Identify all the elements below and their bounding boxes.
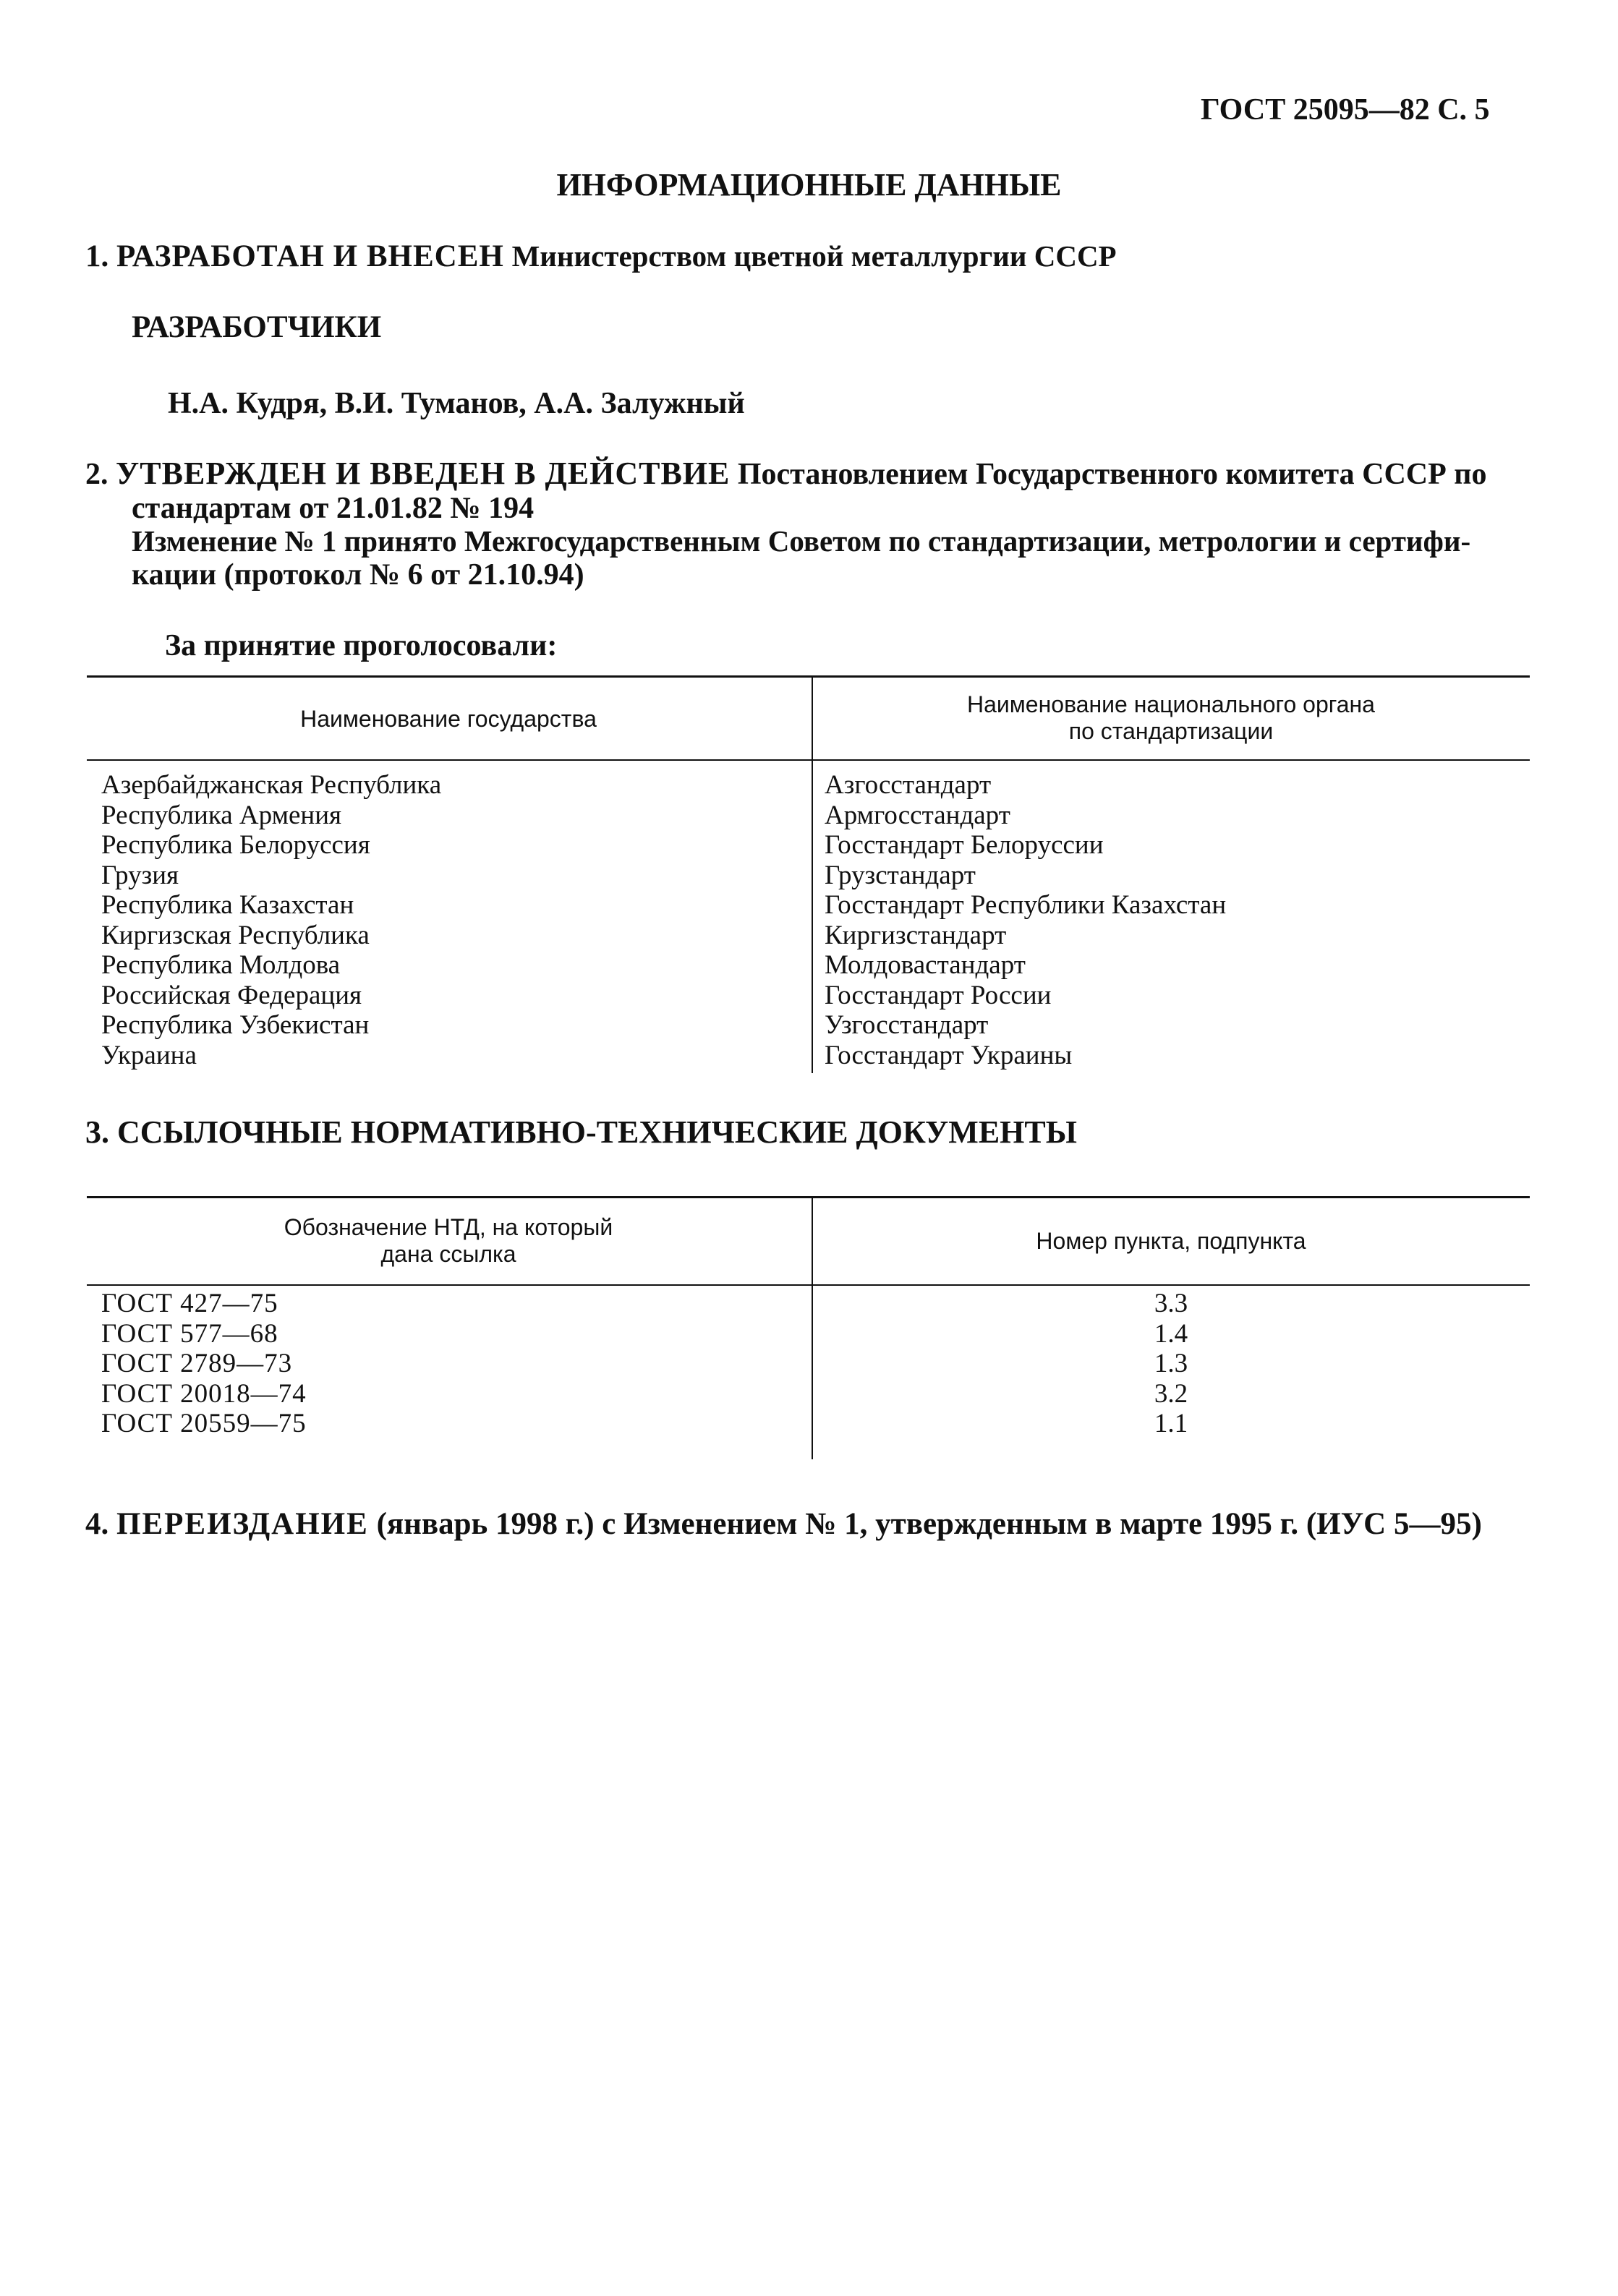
vote-heading: За принятие проголосовали: bbox=[165, 629, 558, 662]
table-row-body: Госстандарт Республики Казахстан bbox=[825, 890, 1227, 920]
section-1-lead: РАЗРАБОТАН И ВНЕСЕН bbox=[116, 239, 504, 273]
section-4-text: (январь 1998 г.) с Изменением № 1, утвержденным в марте 1995 г. (ИУС 5—95) bbox=[376, 1507, 1482, 1541]
table-row-body: Узгосстандарт bbox=[825, 1010, 989, 1040]
references-table-top-rule bbox=[87, 1196, 1530, 1198]
section-3-heading bbox=[85, 1114, 1077, 1151]
table-row-body: Молдовастандарт bbox=[825, 950, 1026, 980]
references-table-header-rule bbox=[87, 1284, 1530, 1286]
table-row-clause: 3.3 bbox=[1154, 1289, 1188, 1318]
states-column bbox=[101, 770, 441, 1070]
section-4-lead: ПЕРЕИЗДАНИЕ bbox=[116, 1507, 369, 1541]
table-row-doc: ГОСТ 2789—73 bbox=[101, 1349, 293, 1378]
table-row-clause: 3.2 bbox=[1154, 1378, 1188, 1409]
developers-heading: РАЗРАБОТЧИКИ bbox=[132, 310, 382, 344]
states-table-header-rule bbox=[87, 759, 1530, 761]
table-row-state: Республика Белоруссия bbox=[101, 830, 370, 860]
table-row-body: Госстандарт Белоруссии bbox=[825, 830, 1104, 860]
section-2-amendment-line-1: Изменение № 1 принято Межгосударственным Советом по стандартизации, метрологии и сертифи- bbox=[132, 524, 1471, 558]
table-row-body: Госстандарт России bbox=[825, 980, 1052, 1010]
table-row-state: Грузия bbox=[101, 860, 179, 890]
doc-col-header-line-1: Обозначение НТД, на который bbox=[284, 1214, 613, 1240]
section-2-amendment-line-2: кации (протокол № 6 от 21.10.94) bbox=[132, 558, 584, 592]
table-row-body: Азгосстандарт bbox=[825, 770, 992, 800]
table-row-state: Республика Казахстан bbox=[101, 890, 354, 920]
table-row-state: Республика Молдова bbox=[101, 950, 341, 980]
table-row-state: Украина bbox=[101, 1040, 197, 1070]
clause-col-header: Номер пункта, подпункта bbox=[1036, 1228, 1306, 1254]
table-row-body: Киргизстандарт bbox=[825, 920, 1007, 950]
table-row-body: Грузстандарт bbox=[825, 860, 976, 890]
table-row-clause: 1.3 bbox=[1154, 1349, 1188, 1378]
table-row-doc: ГОСТ 20559—75 bbox=[101, 1409, 307, 1438]
section-2-number: 2. bbox=[85, 458, 108, 491]
states-table-top-rule bbox=[87, 675, 1530, 678]
section-2-text: Постановлением Государственного комитета СССР по bbox=[737, 458, 1487, 491]
table-row-clause: 1.4 bbox=[1154, 1318, 1188, 1349]
table-row-state: Киргизская Республика bbox=[101, 920, 370, 950]
states-col-header: Наименование государства bbox=[300, 706, 597, 732]
section-3-title: ССЫЛОЧНЫЕ НОРМАТИВНО-ТЕХНИЧЕСКИЕ ДОКУМЕНТЫ bbox=[117, 1114, 1077, 1150]
table-row-doc: ГОСТ 577—68 bbox=[101, 1318, 278, 1349]
section-4-number: 4. bbox=[85, 1507, 109, 1541]
docs-column bbox=[101, 1289, 307, 1439]
developers-list: Н.А. Кудря, В.И. Туманов, А.А. Залужный bbox=[168, 387, 745, 420]
table-row-body: Госстандарт Украины bbox=[825, 1040, 1073, 1070]
section-2-line-2: стандартам от 21.01.82 № 194 bbox=[132, 492, 535, 525]
page-reference: ГОСТ 25095—82 С. 5 bbox=[1201, 93, 1490, 127]
table-row-state: Республика Узбекистан bbox=[101, 1010, 370, 1040]
section-1 bbox=[85, 239, 1117, 274]
states-table-body-divider bbox=[812, 761, 813, 1073]
table-row-state: Республика Армения bbox=[101, 800, 342, 830]
table-row-body: Армгосстандарт bbox=[825, 800, 1010, 830]
bodies-column bbox=[825, 770, 1226, 1070]
table-row-doc: ГОСТ 427—75 bbox=[101, 1289, 278, 1318]
section-4 bbox=[85, 1508, 1482, 1541]
table-row-clause: 1.1 bbox=[1154, 1409, 1188, 1438]
doc-col-header-line-2: дана ссылка bbox=[380, 1241, 516, 1267]
body-col-header-line-2: по стандартизации bbox=[1068, 718, 1274, 744]
table-row-doc: ГОСТ 20018—74 bbox=[101, 1378, 307, 1409]
section-2-line-1 bbox=[85, 457, 1486, 491]
body-col-header-line-1: Наименование национального органа bbox=[967, 691, 1375, 717]
document-title: ИНФОРМАЦИОННЫЕ ДАННЫЕ bbox=[556, 167, 1062, 202]
section-3-number: 3. bbox=[85, 1114, 109, 1150]
table-row-state: Азербайджанская Республика bbox=[101, 770, 442, 800]
section-1-number: 1. bbox=[85, 239, 109, 273]
section-1-text: Министерством цветной металлургии СССР bbox=[511, 239, 1117, 273]
section-2-lead: УТВЕРЖДЕН И ВВЕДЕН В ДЕЙСТВИЕ bbox=[116, 456, 731, 491]
clauses-column bbox=[813, 1289, 1529, 1439]
table-row-state: Российская Федерация bbox=[101, 980, 362, 1010]
